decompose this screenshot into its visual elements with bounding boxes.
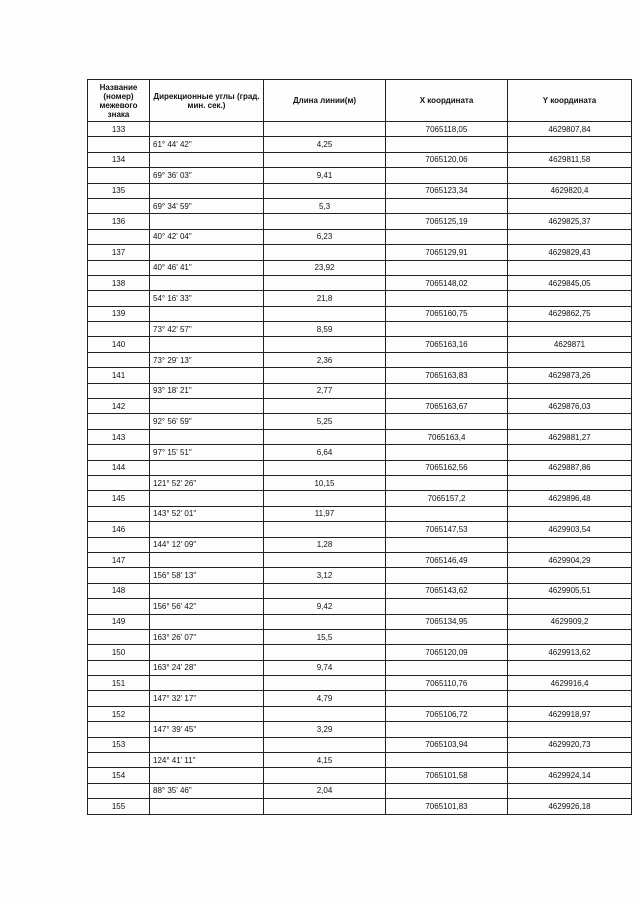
empty-cell bbox=[508, 629, 632, 644]
x-coordinate-cell: 7065110,76 bbox=[386, 676, 508, 691]
empty-cell bbox=[386, 260, 508, 275]
table-row-segment bbox=[88, 475, 632, 490]
marker-name-cell: 150 bbox=[88, 645, 150, 660]
empty-cell bbox=[386, 568, 508, 583]
line-length-cell: 3,12 bbox=[264, 568, 386, 583]
table-row-segment bbox=[88, 322, 632, 337]
empty-cell bbox=[88, 629, 150, 644]
table-row-point bbox=[88, 522, 632, 537]
table-row-point bbox=[88, 645, 632, 660]
line-length-cell: 15,5 bbox=[264, 629, 386, 644]
x-coordinate-cell: 7065120,09 bbox=[386, 645, 508, 660]
empty-cell bbox=[150, 214, 264, 229]
marker-name-cell: 146 bbox=[88, 522, 150, 537]
y-coordinate-cell: 4629862,75 bbox=[508, 306, 632, 321]
marker-name-cell: 143 bbox=[88, 429, 150, 444]
y-coordinate-cell: 4629903,54 bbox=[508, 522, 632, 537]
empty-cell bbox=[88, 568, 150, 583]
empty-cell bbox=[88, 414, 150, 429]
y-coordinate-cell: 4629871 bbox=[508, 337, 632, 352]
empty-cell bbox=[508, 475, 632, 490]
empty-cell bbox=[264, 183, 386, 198]
line-length-cell: 4,15 bbox=[264, 753, 386, 768]
line-length-cell: 10,15 bbox=[264, 475, 386, 490]
table-row-point bbox=[88, 460, 632, 475]
empty-cell bbox=[88, 537, 150, 552]
empty-cell bbox=[88, 137, 150, 152]
empty-cell bbox=[264, 122, 386, 137]
marker-name-cell: 137 bbox=[88, 245, 150, 260]
empty-cell bbox=[386, 229, 508, 244]
direction-angle-cell: 73° 42' 57" bbox=[150, 322, 264, 337]
empty-cell bbox=[150, 552, 264, 567]
table-row-point bbox=[88, 306, 632, 321]
x-coordinate-cell: 7065101,58 bbox=[386, 768, 508, 783]
y-coordinate-cell: 4629918,97 bbox=[508, 706, 632, 721]
empty-cell bbox=[264, 491, 386, 506]
marker-name-cell: 140 bbox=[88, 337, 150, 352]
line-length-cell: 1,28 bbox=[264, 537, 386, 552]
direction-angle-cell: 121° 52' 26" bbox=[150, 475, 264, 490]
empty-cell bbox=[386, 537, 508, 552]
direction-angle-cell: 40° 46' 41" bbox=[150, 260, 264, 275]
empty-cell bbox=[150, 768, 264, 783]
x-coordinate-cell: 7065163,67 bbox=[386, 399, 508, 414]
y-coordinate-cell: 4629920,73 bbox=[508, 737, 632, 752]
table-row-segment bbox=[88, 291, 632, 306]
empty-cell bbox=[386, 198, 508, 213]
empty-cell bbox=[150, 676, 264, 691]
marker-name-cell: 139 bbox=[88, 306, 150, 321]
empty-cell bbox=[508, 568, 632, 583]
y-coordinate-cell: 4629924,14 bbox=[508, 768, 632, 783]
y-coordinate-cell: 4629905,51 bbox=[508, 583, 632, 598]
empty-cell bbox=[386, 475, 508, 490]
empty-cell bbox=[386, 506, 508, 521]
empty-cell bbox=[508, 260, 632, 275]
marker-name-cell: 154 bbox=[88, 768, 150, 783]
empty-cell bbox=[386, 352, 508, 367]
empty-cell bbox=[386, 383, 508, 398]
table-row-point bbox=[88, 275, 632, 290]
empty-cell bbox=[88, 229, 150, 244]
table-row-segment bbox=[88, 352, 632, 367]
line-length-cell: 2,04 bbox=[264, 783, 386, 798]
direction-angle-cell: 88° 35' 46" bbox=[150, 783, 264, 798]
empty-cell bbox=[150, 460, 264, 475]
x-coordinate-cell: 7065163,4 bbox=[386, 429, 508, 444]
y-coordinate-cell: 4629876,03 bbox=[508, 399, 632, 414]
y-coordinate-cell: 4629887,86 bbox=[508, 460, 632, 475]
marker-name-cell: 133 bbox=[88, 122, 150, 137]
empty-cell bbox=[150, 614, 264, 629]
empty-cell bbox=[264, 768, 386, 783]
y-coordinate-cell: 4629881,27 bbox=[508, 429, 632, 444]
direction-angle-cell: 124° 41' 11" bbox=[150, 753, 264, 768]
empty-cell bbox=[508, 691, 632, 706]
table-row-point bbox=[88, 399, 632, 414]
empty-cell bbox=[386, 722, 508, 737]
direction-angle-cell: 69° 36' 03" bbox=[150, 168, 264, 183]
empty-cell bbox=[264, 737, 386, 752]
empty-cell bbox=[150, 645, 264, 660]
marker-name-cell: 147 bbox=[88, 552, 150, 567]
table-row-segment bbox=[88, 445, 632, 460]
x-coordinate-cell: 7065163,16 bbox=[386, 337, 508, 352]
empty-cell bbox=[264, 583, 386, 598]
empty-cell bbox=[150, 399, 264, 414]
empty-cell bbox=[264, 337, 386, 352]
table-row-segment bbox=[88, 383, 632, 398]
empty-cell bbox=[508, 352, 632, 367]
empty-cell bbox=[88, 445, 150, 460]
empty-cell bbox=[150, 152, 264, 167]
direction-angle-cell: 163° 26' 07" bbox=[150, 629, 264, 644]
line-length-cell: 5,25 bbox=[264, 414, 386, 429]
empty-cell bbox=[150, 522, 264, 537]
y-coordinate-cell: 4629825,37 bbox=[508, 214, 632, 229]
x-coordinate-cell: 7065103,94 bbox=[386, 737, 508, 752]
empty-cell bbox=[508, 445, 632, 460]
empty-cell bbox=[508, 322, 632, 337]
table-row-segment bbox=[88, 722, 632, 737]
empty-cell bbox=[386, 137, 508, 152]
direction-angle-cell: 92° 56' 59" bbox=[150, 414, 264, 429]
y-coordinate-cell: 4629873,26 bbox=[508, 368, 632, 383]
empty-cell bbox=[264, 275, 386, 290]
empty-cell bbox=[264, 429, 386, 444]
marker-name-cell: 148 bbox=[88, 583, 150, 598]
direction-angle-cell: 144° 12' 09" bbox=[150, 537, 264, 552]
x-coordinate-cell: 7065148,02 bbox=[386, 275, 508, 290]
x-coordinate-cell: 7065123,34 bbox=[386, 183, 508, 198]
line-length-cell: 2,36 bbox=[264, 352, 386, 367]
direction-angle-cell: 156° 58' 13" bbox=[150, 568, 264, 583]
empty-cell bbox=[150, 245, 264, 260]
table-row-point bbox=[88, 429, 632, 444]
empty-cell bbox=[150, 306, 264, 321]
empty-cell bbox=[508, 414, 632, 429]
table-row-segment bbox=[88, 568, 632, 583]
table-row-segment bbox=[88, 198, 632, 213]
empty-cell bbox=[264, 552, 386, 567]
empty-cell bbox=[88, 198, 150, 213]
y-coordinate-cell: 4629820,4 bbox=[508, 183, 632, 198]
table-row-segment bbox=[88, 691, 632, 706]
empty-cell bbox=[508, 537, 632, 552]
line-length-cell: 6,23 bbox=[264, 229, 386, 244]
table-row-point bbox=[88, 491, 632, 506]
marker-name-cell: 144 bbox=[88, 460, 150, 475]
table-row-point bbox=[88, 183, 632, 198]
y-coordinate-cell: 4629807,84 bbox=[508, 122, 632, 137]
empty-cell bbox=[88, 599, 150, 614]
empty-cell bbox=[508, 168, 632, 183]
empty-cell bbox=[150, 583, 264, 598]
table-row-segment bbox=[88, 506, 632, 521]
empty-cell bbox=[386, 783, 508, 798]
coordinates-table bbox=[87, 79, 632, 815]
empty-cell bbox=[150, 491, 264, 506]
line-length-cell: 9,42 bbox=[264, 599, 386, 614]
empty-cell bbox=[88, 291, 150, 306]
empty-cell bbox=[508, 599, 632, 614]
direction-angle-cell: 93° 18' 21" bbox=[150, 383, 264, 398]
table-row-point bbox=[88, 799, 632, 814]
empty-cell bbox=[88, 506, 150, 521]
empty-cell bbox=[88, 783, 150, 798]
marker-name-cell: 138 bbox=[88, 275, 150, 290]
table-row-point bbox=[88, 214, 632, 229]
marker-name-cell: 149 bbox=[88, 614, 150, 629]
table-row-segment bbox=[88, 599, 632, 614]
empty-cell bbox=[386, 414, 508, 429]
empty-cell bbox=[386, 629, 508, 644]
table-row-point bbox=[88, 706, 632, 721]
table-row-point bbox=[88, 122, 632, 137]
empty-cell bbox=[150, 122, 264, 137]
direction-angle-cell: 143° 52' 01" bbox=[150, 506, 264, 521]
empty-cell bbox=[150, 368, 264, 383]
table-row-segment bbox=[88, 753, 632, 768]
empty-cell bbox=[508, 783, 632, 798]
table-row-segment bbox=[88, 229, 632, 244]
y-coordinate-cell: 4629909,2 bbox=[508, 614, 632, 629]
x-coordinate-cell: 7065129,91 bbox=[386, 245, 508, 260]
direction-angle-cell: 147° 39' 45" bbox=[150, 722, 264, 737]
empty-cell bbox=[88, 753, 150, 768]
table-row-segment bbox=[88, 414, 632, 429]
x-coordinate-cell: 7065162,56 bbox=[386, 460, 508, 475]
table-row-point bbox=[88, 552, 632, 567]
empty-cell bbox=[386, 168, 508, 183]
empty-cell bbox=[508, 137, 632, 152]
table-row-segment bbox=[88, 537, 632, 552]
header-direction-angle: Дирекционные углы (град. мин. сек.) bbox=[150, 80, 264, 122]
empty-cell bbox=[264, 460, 386, 475]
empty-cell bbox=[88, 168, 150, 183]
table-row-segment bbox=[88, 660, 632, 675]
x-coordinate-cell: 7065146,49 bbox=[386, 552, 508, 567]
empty-cell bbox=[264, 706, 386, 721]
direction-angle-cell: 61° 44' 42" bbox=[150, 137, 264, 152]
table-row-segment bbox=[88, 168, 632, 183]
marker-name-cell: 151 bbox=[88, 676, 150, 691]
direction-angle-cell: 97° 15' 51" bbox=[150, 445, 264, 460]
y-coordinate-cell: 4629926,18 bbox=[508, 799, 632, 814]
direction-angle-cell: 54° 16' 33" bbox=[150, 291, 264, 306]
table-header-row bbox=[88, 80, 632, 122]
empty-cell bbox=[88, 691, 150, 706]
empty-cell bbox=[88, 260, 150, 275]
marker-name-cell: 135 bbox=[88, 183, 150, 198]
marker-name-cell: 134 bbox=[88, 152, 150, 167]
empty-cell bbox=[88, 475, 150, 490]
table-row-point bbox=[88, 583, 632, 598]
x-coordinate-cell: 7065143,62 bbox=[386, 583, 508, 598]
table-row-point bbox=[88, 676, 632, 691]
empty-cell bbox=[150, 799, 264, 814]
empty-cell bbox=[264, 799, 386, 814]
boundary-coordinates-sheet bbox=[87, 79, 631, 815]
x-coordinate-cell: 7065106,72 bbox=[386, 706, 508, 721]
empty-cell bbox=[150, 706, 264, 721]
direction-angle-cell: 147° 32' 17" bbox=[150, 691, 264, 706]
line-length-cell: 21,8 bbox=[264, 291, 386, 306]
marker-name-cell: 145 bbox=[88, 491, 150, 506]
x-coordinate-cell: 7065134,95 bbox=[386, 614, 508, 629]
empty-cell bbox=[508, 291, 632, 306]
empty-cell bbox=[386, 445, 508, 460]
empty-cell bbox=[508, 660, 632, 675]
header-line-length: Длина линии(м) bbox=[264, 80, 386, 122]
y-coordinate-cell: 4629829,43 bbox=[508, 245, 632, 260]
x-coordinate-cell: 7065101,83 bbox=[386, 799, 508, 814]
empty-cell bbox=[508, 506, 632, 521]
table-body bbox=[88, 122, 632, 815]
table-row-segment bbox=[88, 137, 632, 152]
empty-cell bbox=[508, 753, 632, 768]
table-row-point bbox=[88, 614, 632, 629]
marker-name-cell: 141 bbox=[88, 368, 150, 383]
empty-cell bbox=[386, 753, 508, 768]
header-y-coordinate: Y координата bbox=[508, 80, 632, 122]
empty-cell bbox=[264, 245, 386, 260]
empty-cell bbox=[386, 691, 508, 706]
marker-name-cell: 152 bbox=[88, 706, 150, 721]
line-length-cell: 9,41 bbox=[264, 168, 386, 183]
empty-cell bbox=[88, 660, 150, 675]
table-row-point bbox=[88, 337, 632, 352]
x-coordinate-cell: 7065120,06 bbox=[386, 152, 508, 167]
table-row-segment bbox=[88, 783, 632, 798]
x-coordinate-cell: 7065125,19 bbox=[386, 214, 508, 229]
direction-angle-cell: 163° 24' 28" bbox=[150, 660, 264, 675]
y-coordinate-cell: 4629916,4 bbox=[508, 676, 632, 691]
y-coordinate-cell: 4629904,29 bbox=[508, 552, 632, 567]
table-row-point bbox=[88, 368, 632, 383]
table-row-point bbox=[88, 245, 632, 260]
empty-cell bbox=[264, 614, 386, 629]
empty-cell bbox=[386, 291, 508, 306]
header-x-coordinate: X координата bbox=[386, 80, 508, 122]
empty-cell bbox=[150, 337, 264, 352]
x-coordinate-cell: 7065118,05 bbox=[386, 122, 508, 137]
table-row-point bbox=[88, 152, 632, 167]
empty-cell bbox=[264, 368, 386, 383]
empty-cell bbox=[150, 429, 264, 444]
empty-cell bbox=[88, 722, 150, 737]
line-length-cell: 8,59 bbox=[264, 322, 386, 337]
y-coordinate-cell: 4629913,62 bbox=[508, 645, 632, 660]
empty-cell bbox=[264, 306, 386, 321]
empty-cell bbox=[508, 722, 632, 737]
empty-cell bbox=[264, 214, 386, 229]
line-length-cell: 9,74 bbox=[264, 660, 386, 675]
empty-cell bbox=[508, 198, 632, 213]
empty-cell bbox=[386, 322, 508, 337]
line-length-cell: 2,77 bbox=[264, 383, 386, 398]
marker-name-cell: 142 bbox=[88, 399, 150, 414]
line-length-cell: 5,3 bbox=[264, 198, 386, 213]
direction-angle-cell: 156° 56' 42" bbox=[150, 599, 264, 614]
y-coordinate-cell: 4629896,48 bbox=[508, 491, 632, 506]
empty-cell bbox=[88, 322, 150, 337]
line-length-cell: 4,79 bbox=[264, 691, 386, 706]
direction-angle-cell: 73° 29' 13" bbox=[150, 352, 264, 367]
empty-cell bbox=[264, 399, 386, 414]
line-length-cell: 4,25 bbox=[264, 137, 386, 152]
empty-cell bbox=[150, 275, 264, 290]
x-coordinate-cell: 7065160,75 bbox=[386, 306, 508, 321]
empty-cell bbox=[150, 183, 264, 198]
line-length-cell: 11,97 bbox=[264, 506, 386, 521]
empty-cell bbox=[386, 599, 508, 614]
empty-cell bbox=[264, 522, 386, 537]
empty-cell bbox=[150, 737, 264, 752]
table-row-point bbox=[88, 737, 632, 752]
y-coordinate-cell: 4629845,05 bbox=[508, 275, 632, 290]
x-coordinate-cell: 7065157,2 bbox=[386, 491, 508, 506]
x-coordinate-cell: 7065163,83 bbox=[386, 368, 508, 383]
header-marker-name: Название (номер) межевого знака bbox=[88, 80, 150, 122]
line-length-cell: 23,92 bbox=[264, 260, 386, 275]
marker-name-cell: 155 bbox=[88, 799, 150, 814]
y-coordinate-cell: 4629811,58 bbox=[508, 152, 632, 167]
line-length-cell: 6,64 bbox=[264, 445, 386, 460]
table-row-segment bbox=[88, 260, 632, 275]
table-row-point bbox=[88, 768, 632, 783]
marker-name-cell: 136 bbox=[88, 214, 150, 229]
empty-cell bbox=[264, 645, 386, 660]
empty-cell bbox=[264, 152, 386, 167]
marker-name-cell: 153 bbox=[88, 737, 150, 752]
empty-cell bbox=[386, 660, 508, 675]
direction-angle-cell: 69° 34' 59" bbox=[150, 198, 264, 213]
empty-cell bbox=[508, 229, 632, 244]
line-length-cell: 3,29 bbox=[264, 722, 386, 737]
empty-cell bbox=[508, 383, 632, 398]
empty-cell bbox=[264, 676, 386, 691]
table-row-segment bbox=[88, 629, 632, 644]
empty-cell bbox=[88, 383, 150, 398]
empty-cell bbox=[88, 352, 150, 367]
x-coordinate-cell: 7065147,53 bbox=[386, 522, 508, 537]
direction-angle-cell: 40° 42' 04" bbox=[150, 229, 264, 244]
